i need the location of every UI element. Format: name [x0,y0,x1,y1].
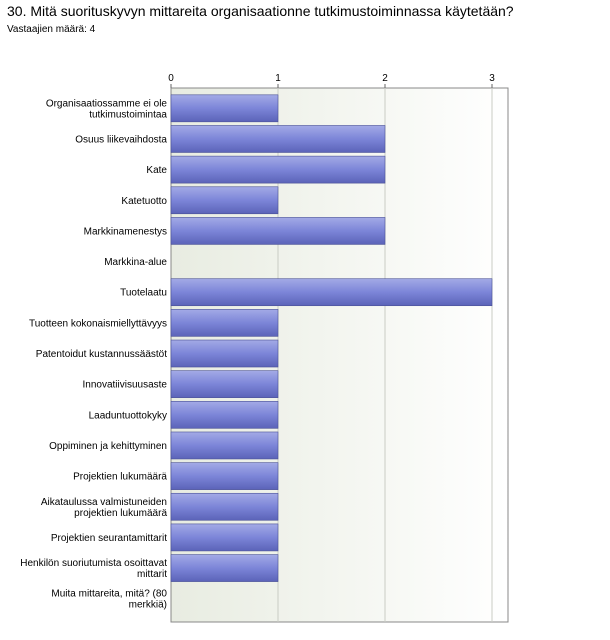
bar [171,432,278,459]
bar [171,125,385,152]
category-label: Projektien lukumäärä [73,471,167,483]
category-label: Muita mittareita, mitä? (80 merkkiä) [51,588,167,611]
category-label: Patentoidut kustannussäästöt [35,349,167,361]
bar [171,555,278,582]
question-title: 30. Mitä suorituskyvyn mittareita organisaationne tutkimustoiminnassa käytetään? [7,3,514,19]
bar [171,401,278,428]
bar [171,340,278,367]
category-label: Henkilön suoriutumista osoittavat mittarit [20,558,167,581]
respondent-count: Vastaajien määrä: 4 [7,24,96,35]
category-label: Laaduntuottokyky [88,410,167,422]
bar [171,187,278,214]
x-tick-label: 0 [168,73,174,84]
bar [171,156,385,183]
bar [171,309,278,336]
bar [171,524,278,551]
category-label: Tuotteen kokonaismiellyttävyys [28,318,167,330]
bar [171,493,278,520]
category-label: Osuus liikevaihdosta [75,134,167,146]
category-label: Aikataulussa valmistuneiden projektien lukumäärä [40,496,167,519]
category-label: Markkina-alue [104,257,167,269]
category-label: Markkinamenestys [83,226,167,238]
category-label: Tuotelaatu [120,287,167,299]
x-tick-label: 2 [382,73,388,84]
category-label: Katetuotto [121,195,167,207]
category-label: Projektien seurantamittarit [50,532,167,544]
bar [171,371,278,398]
category-label: Kate [146,165,167,177]
x-tick-label: 3 [489,73,495,84]
category-label: Innovatiivisuusaste [82,379,167,391]
bar [171,279,492,306]
x-tick-label: 1 [275,73,281,84]
bar [171,463,278,490]
category-label: Organisaatiossamme ei ole tutkimustoimintaa [45,98,167,121]
bar [171,217,385,244]
bar [171,95,278,122]
category-label: Oppiminen ja kehittyminen [49,440,167,452]
